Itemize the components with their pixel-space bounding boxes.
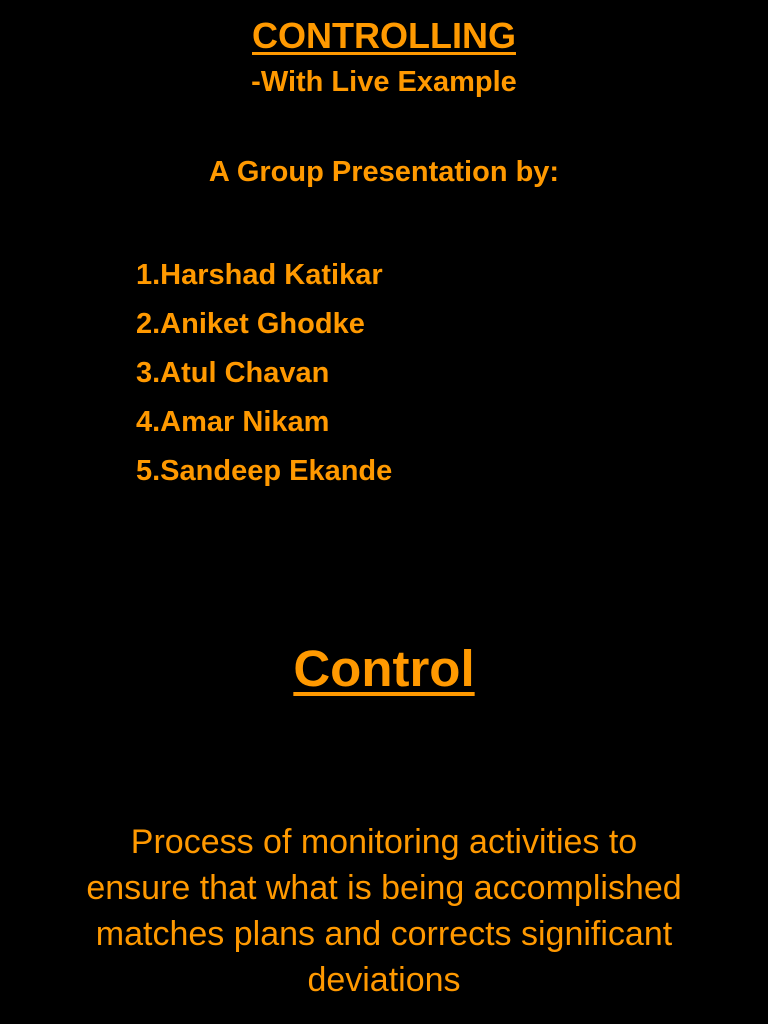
group-presentation-heading: A Group Presentation by: <box>208 156 560 188</box>
member-item: 5.Sandeep Ekande <box>136 455 393 487</box>
member-item: 3.Atul Chavan <box>136 357 330 389</box>
member-item: 1.Harshad Katikar <box>136 259 383 291</box>
slide-title-control: Control <box>293 640 475 697</box>
member-item: 2.Aniket Ghodke <box>136 308 365 340</box>
member-item: 4.Amar Nikam <box>136 406 330 438</box>
member-list <box>136 251 392 496</box>
slide-title-controlling: CONTROLLING <box>252 15 516 56</box>
slide-subtitle: -With Live Example <box>251 66 517 98</box>
definition-text: Process of monitoring activities to ensure that what is being accomplished matches plans and corrects significant deviations <box>86 823 682 999</box>
